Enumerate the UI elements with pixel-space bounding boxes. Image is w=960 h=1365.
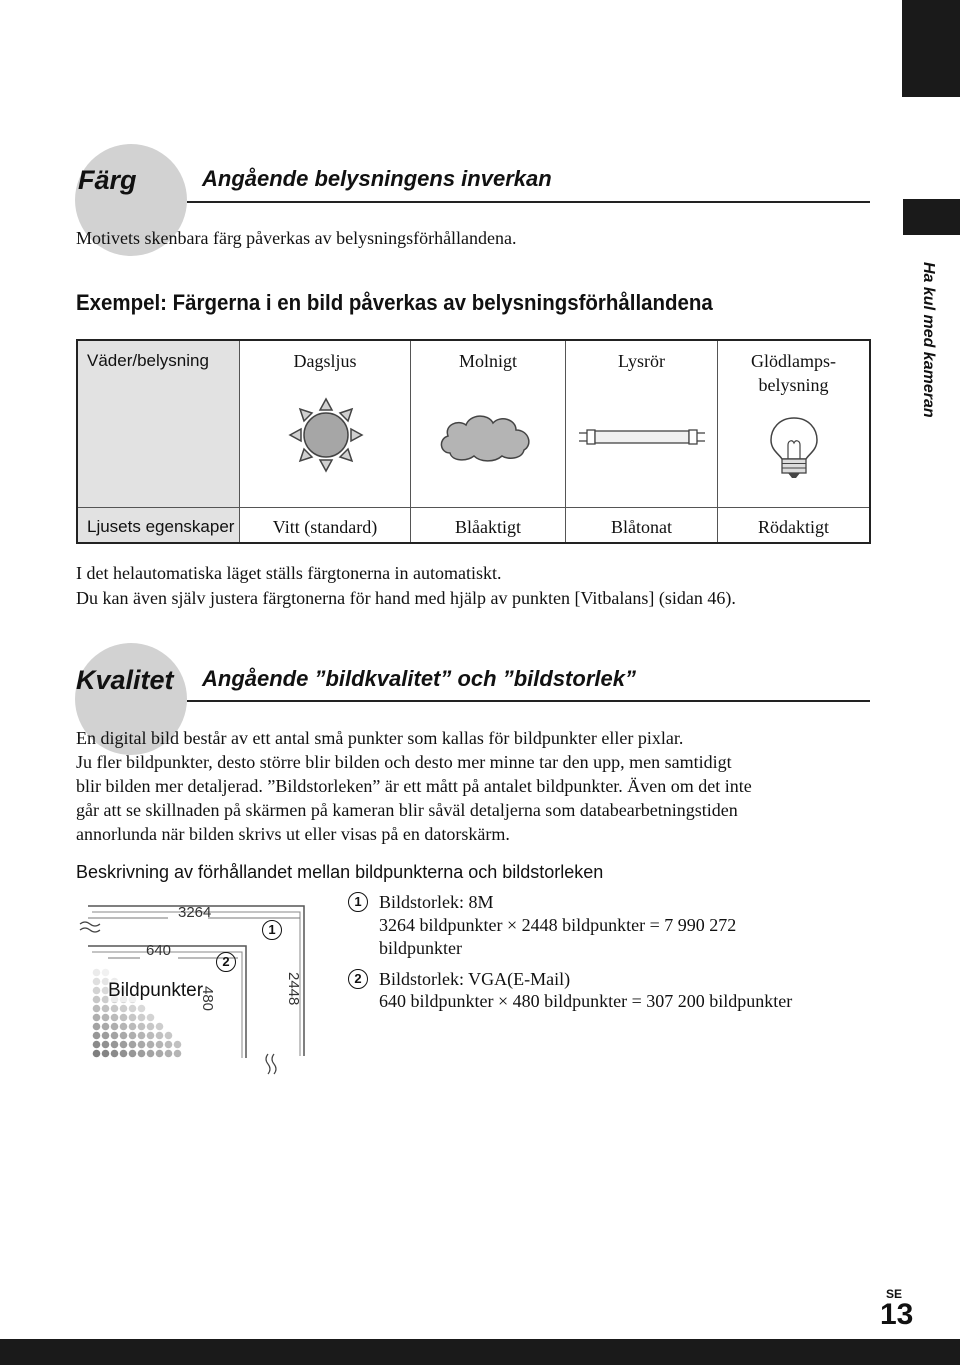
pixel-dot xyxy=(147,1023,155,1031)
pixel-dot xyxy=(111,1041,119,1049)
chapter-tab-marker xyxy=(903,199,960,235)
pixel-dot xyxy=(93,1032,101,1040)
top-edge-tab xyxy=(902,0,960,97)
pixel-dot xyxy=(165,1032,173,1040)
pixel-dot xyxy=(93,1005,101,1013)
pixel-dot xyxy=(174,1041,182,1049)
pixel-dot xyxy=(93,1050,101,1058)
section-title-color: Färg xyxy=(78,165,137,195)
property-incandescent: Rödaktigt xyxy=(758,517,829,537)
section-rule-color xyxy=(187,201,870,203)
column-header-cloudy xyxy=(411,349,565,373)
pixel-dot xyxy=(93,1041,101,1049)
pixel-dot xyxy=(93,969,101,977)
pixel-dot xyxy=(129,1041,137,1049)
pixel-dot xyxy=(102,1014,110,1022)
pixel-dot xyxy=(165,1050,173,1058)
pixel-dot xyxy=(120,1041,128,1049)
item-size-title: Bildstorlek: 8M xyxy=(379,892,494,912)
bottom-bar xyxy=(0,1339,960,1365)
pixel-dot xyxy=(102,1050,110,1058)
pixel-dot xyxy=(138,1041,146,1049)
column-header-line: Molnigt xyxy=(458,351,517,371)
property-fluorescent: Blåtonat xyxy=(611,517,672,537)
pixel-dot xyxy=(174,1050,182,1058)
column-header-line: Glödlamps- xyxy=(751,351,836,371)
pixel-dot xyxy=(93,1023,101,1031)
table-divider xyxy=(78,507,869,508)
pixel-dot xyxy=(129,1050,137,1058)
pixel-dot xyxy=(102,1041,110,1049)
row-label-light-properties: Ljusets egenskaper xyxy=(87,517,235,536)
column-header-line: Lysrör xyxy=(618,351,665,371)
pixel-dot xyxy=(138,1050,146,1058)
section-rule-quality xyxy=(187,700,870,702)
pixel-dot xyxy=(129,1014,137,1022)
page-number: 13 xyxy=(880,1298,914,1331)
paragraph-line: En digital bild består av ett antal små punkter som kallas för bildpunkter eller pixlar. xyxy=(76,728,684,748)
pixel-dot xyxy=(138,1005,146,1013)
pixel-dot xyxy=(93,996,101,1004)
chapter-tab-label: Ha kul med kameran xyxy=(920,262,937,418)
lighting-table xyxy=(76,339,871,544)
pixel-dot xyxy=(120,1050,128,1058)
note-auto-mode: I det helautomatiska läget ställs färgtonerna in automatiskt. xyxy=(76,563,502,583)
section-subtitle-quality: Angående ”bildkvalitet” och ”bildstorlek” xyxy=(202,666,636,691)
pixel-dot xyxy=(120,1032,128,1040)
pixel-dot xyxy=(147,1050,155,1058)
pixel-dot xyxy=(129,1005,137,1013)
pixel-dot xyxy=(138,1023,146,1031)
pixel-dot xyxy=(120,1005,128,1013)
note-white-balance: Du kan även själv justera färgtonerna för hand med hjälp av punkten [Vitbalans] (sidan 46). xyxy=(76,588,736,608)
pixel-dot xyxy=(93,978,101,986)
pixel-dot xyxy=(102,969,110,977)
pixel-dot xyxy=(93,987,101,995)
pixel-dot xyxy=(120,1014,128,1022)
item-marker: 2 xyxy=(348,969,368,989)
item-size-title: Bildstorlek: VGA(E-Mail) xyxy=(379,969,571,989)
width-label-vga: 640 xyxy=(146,942,172,959)
pixel-dot xyxy=(147,1014,155,1022)
column-header-daylight xyxy=(240,349,410,373)
pixel-dot xyxy=(138,1014,146,1022)
property-daylight: Vitt (standard) xyxy=(272,517,378,537)
property-cloudy: Blåaktigt xyxy=(455,517,521,537)
pixel-dot xyxy=(102,1032,110,1040)
pixel-dot xyxy=(93,1014,101,1022)
pixel-dot xyxy=(111,1005,119,1013)
item-pixel-calc-cont: bildpunkter xyxy=(379,938,462,958)
example-heading: Exempel: Färgerna i en bild påverkas av belysningsförhållandena xyxy=(76,290,713,315)
pixel-dot xyxy=(111,1014,119,1022)
item-pixel-calc: 3264 bildpunkter × 2448 bildpunkter = 7 990 272 xyxy=(379,915,737,935)
column-header-line: belysning xyxy=(758,375,829,395)
page-language: SE xyxy=(886,1287,903,1301)
pixel-dot xyxy=(120,1023,128,1031)
pixel-dot xyxy=(129,1023,137,1031)
pixel-dot xyxy=(111,1023,119,1031)
table-label-column xyxy=(78,341,239,542)
pixel-dot xyxy=(111,1050,119,1058)
pixel-dot xyxy=(129,1032,137,1040)
diagram-heading: Beskrivning av förhållandet mellan bildpunkterna och bildstorleken xyxy=(76,862,604,882)
pixel-dot xyxy=(111,1032,119,1040)
paragraph-line: Ju fler bildpunkter, desto större blir bilden och desto mer minne tar den upp, men samtidigt xyxy=(76,752,732,772)
fluorescent-tube-icon xyxy=(577,425,707,449)
paragraph-line: annorlunda när bilden skrivs ut eller visas på en datorskärm. xyxy=(76,824,510,844)
pixel-dot xyxy=(138,1032,146,1040)
width-label-8m: 3264 xyxy=(178,904,212,921)
height-label-8m: 2448 xyxy=(285,972,302,1006)
pixel-dot xyxy=(165,1041,173,1049)
paragraph-line: går att se skillnaden på skärmen på kameran blir såväl detaljerna som databearbetningstiden xyxy=(76,800,738,820)
pixels-label: Bildpunkter xyxy=(108,980,204,1001)
row-label-weather: Väder/belysning xyxy=(87,351,209,370)
cloud-icon xyxy=(436,409,536,463)
column-header-incandescent xyxy=(718,349,869,397)
pixel-dot xyxy=(102,1023,110,1031)
pixel-dot xyxy=(156,1023,164,1031)
section-title-quality: Kvalitet xyxy=(76,665,174,695)
pixel-dot xyxy=(156,1032,164,1040)
pixel-dot xyxy=(156,1041,164,1049)
height-label-vga: 480 xyxy=(199,986,216,1012)
pixel-size-diagram xyxy=(78,896,318,1076)
pixel-dot xyxy=(156,1050,164,1058)
marker-circle: 2 xyxy=(216,952,236,972)
column-header-fluorescent xyxy=(566,349,717,373)
section-subtitle-color: Angående belysningens inverkan xyxy=(202,166,552,191)
pixel-dot xyxy=(147,1041,155,1049)
diagram-marker-2 xyxy=(216,952,236,972)
light-bulb-icon xyxy=(766,415,822,481)
item-marker: 1 xyxy=(348,892,368,912)
item-pixel-calc: 640 bildpunkter × 480 bildpunkter = 307 200 bildpunkter xyxy=(379,991,793,1011)
pixel-dot xyxy=(147,1032,155,1040)
column-header-line: Dagsljus xyxy=(293,351,357,371)
marker-circle: 1 xyxy=(262,920,282,940)
pixel-dot xyxy=(102,1005,110,1013)
sun-icon xyxy=(284,393,368,477)
diagram-marker-1 xyxy=(262,920,282,940)
intro-text: Motivets skenbara färg påverkas av belysningsförhållandena. xyxy=(76,228,517,248)
quality-paragraph xyxy=(76,726,876,846)
paragraph-line: blir bilden mer detaljerad. ”Bildstorleken” är ett mått på antalet bildpunkter. Även om det inte xyxy=(76,776,752,796)
